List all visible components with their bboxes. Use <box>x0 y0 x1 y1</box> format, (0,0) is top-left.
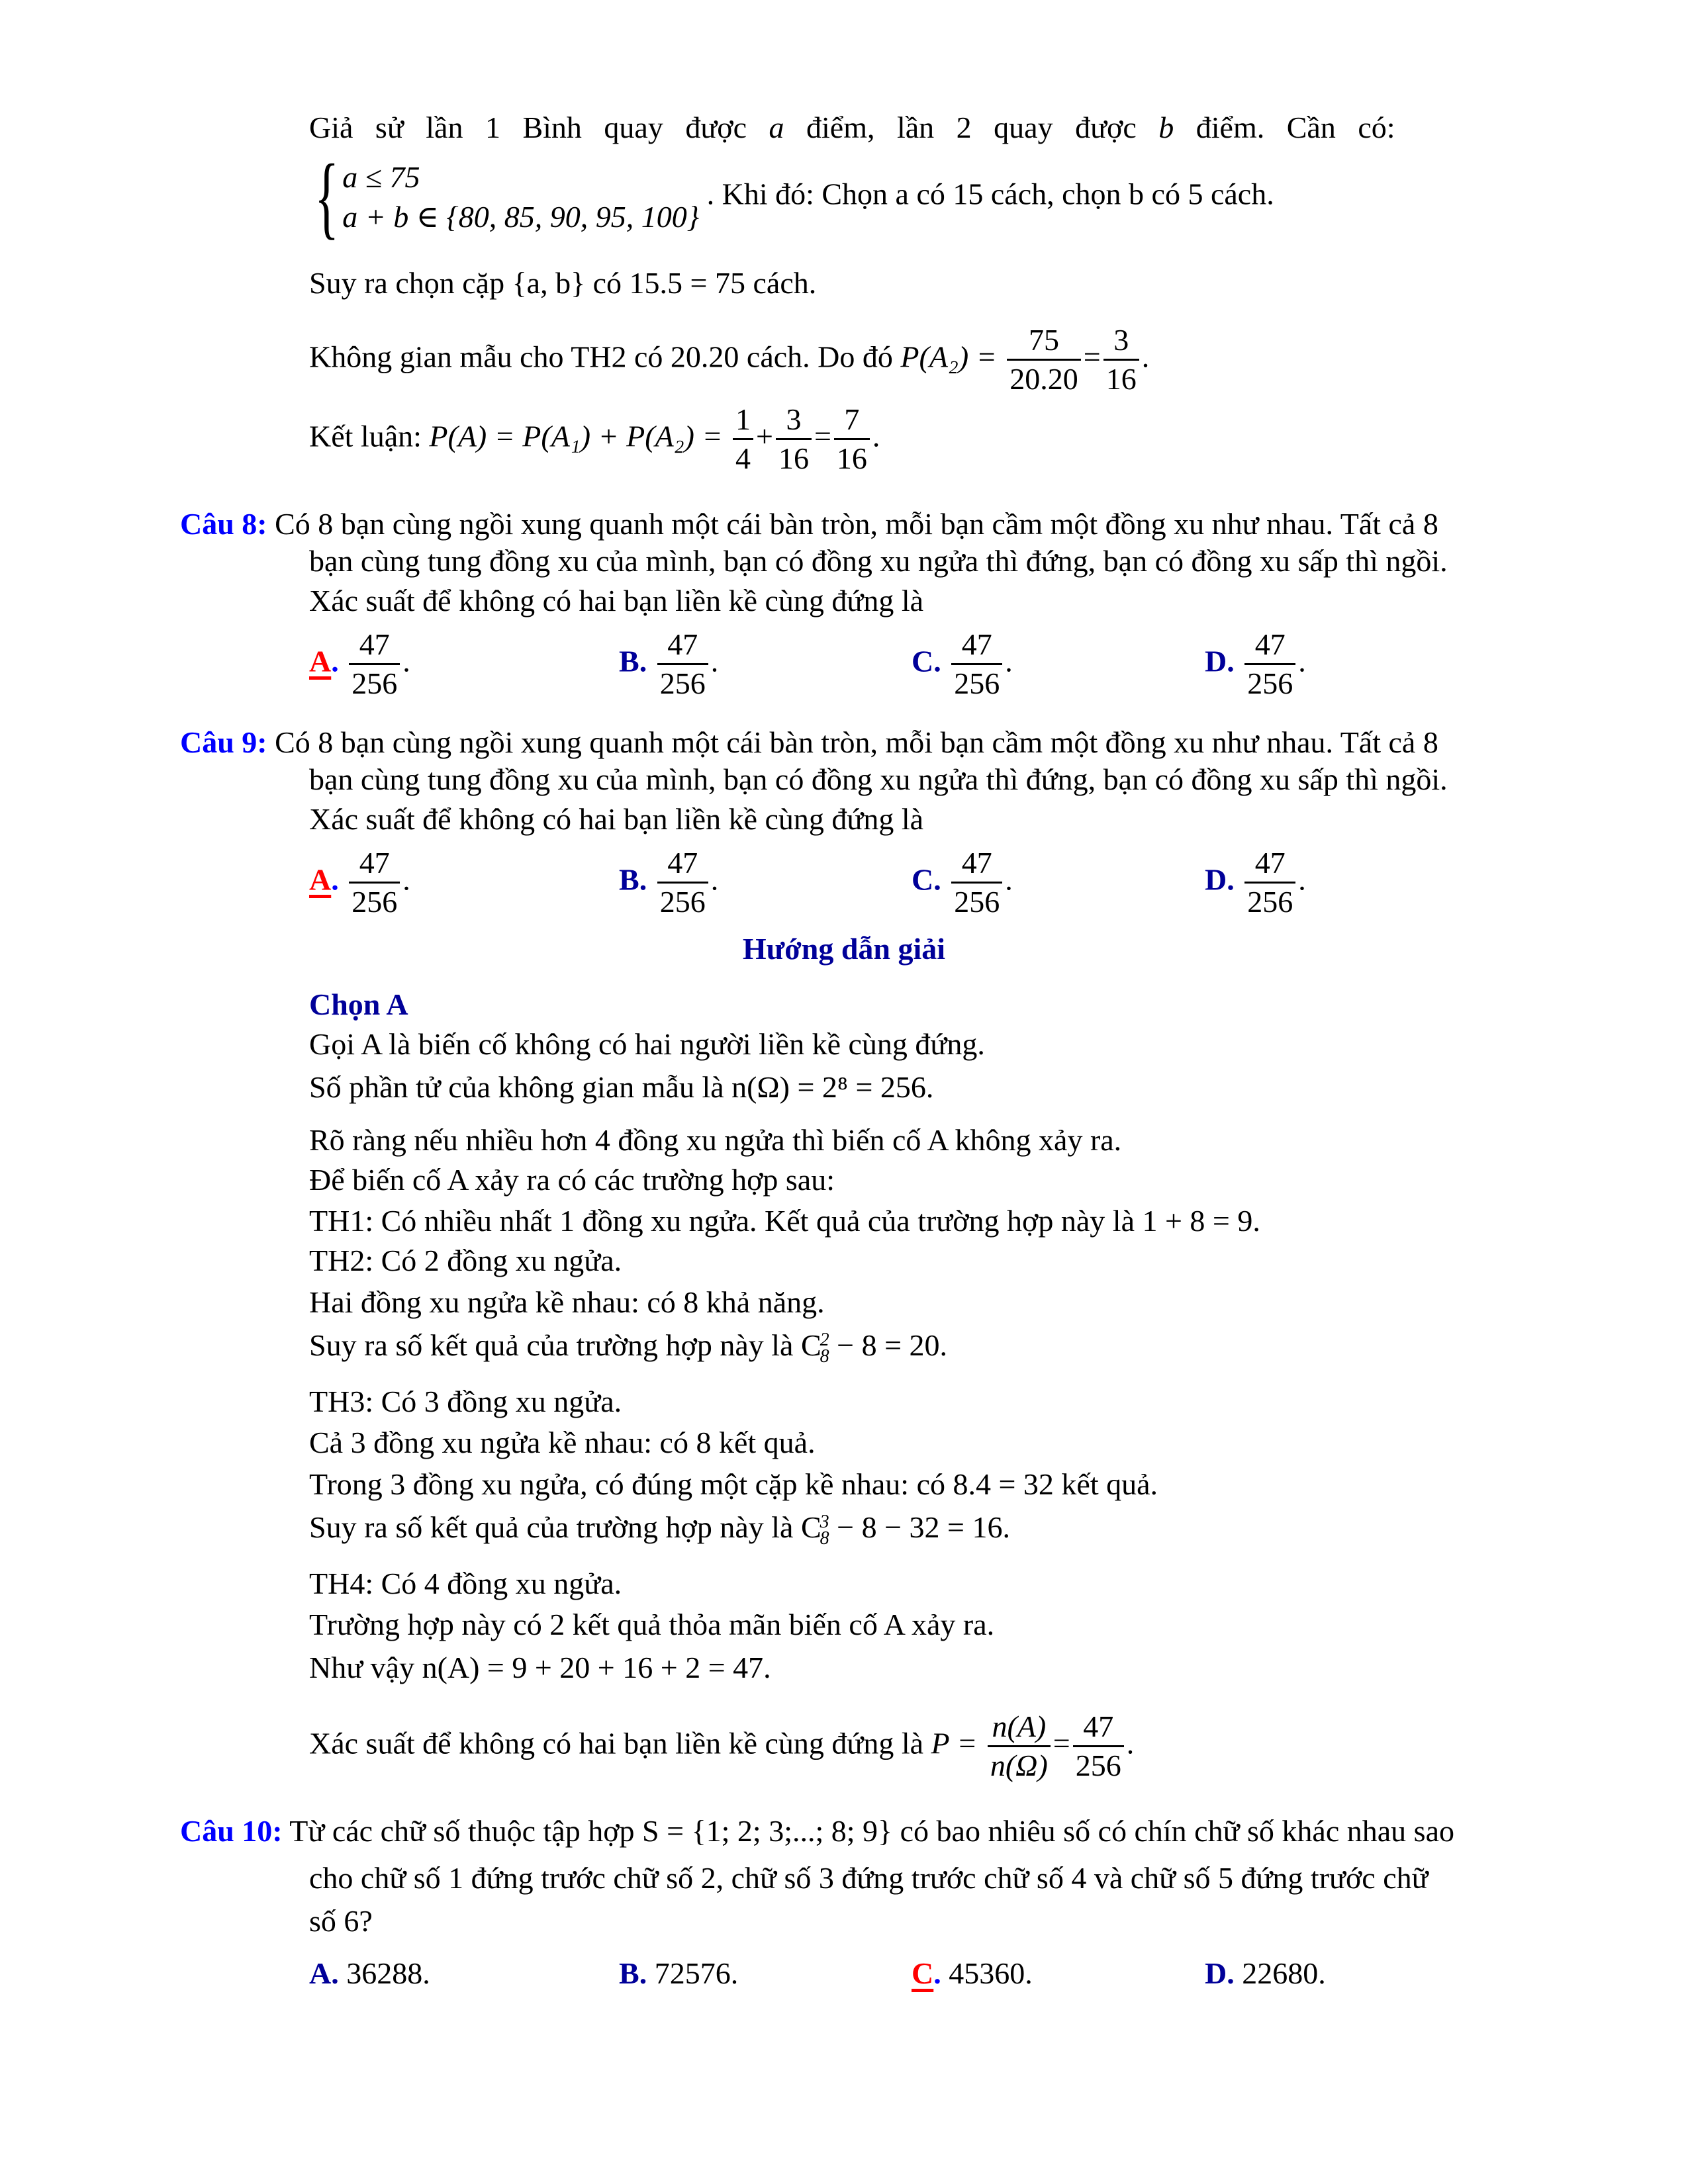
numerator: 47 <box>667 627 698 661</box>
var-b: b <box>1158 111 1174 144</box>
conclusion-line: Kết luận: P(A) = P(A₁) + P(A₂) = $\frac{1}{4}$ + $\frac{3}{16}$ = $\frac{7}{16}$ . <box>309 402 880 476</box>
denominator: 256 <box>349 882 400 918</box>
solution-line: TH3: Có 3 đồng xu ngửa. <box>309 1385 622 1418</box>
solution-line: Trong 3 đồng xu ngửa, có đúng một cặp kề nhau: có 8.4 = 32 kết quả. <box>309 1467 1158 1501</box>
denominator: n(Ω) <box>988 1745 1051 1782</box>
fraction <box>1007 324 1081 396</box>
choice-c[interactable]: C. 45360. <box>912 1956 1033 1990</box>
combination-sup: 2 <box>820 1330 829 1351</box>
fraction <box>657 847 708 919</box>
conclusion-lhs: P(A) = P(A₁) + P(A₂) = <box>429 419 723 453</box>
choice-letter: C <box>912 1956 934 1990</box>
numerator: 47 <box>961 627 992 661</box>
choice-letter: D <box>1205 1956 1227 1990</box>
numerator: 47 <box>1254 846 1286 880</box>
conclusion-label: Kết luận: <box>309 419 422 453</box>
chosen-answer-label: Chọn A <box>309 987 408 1021</box>
choice-letter: A <box>309 644 332 678</box>
choice-letter: A <box>309 1956 332 1990</box>
p-a2-lhs: P(A₂) = <box>900 340 997 374</box>
solution-line <box>309 1512 1010 1547</box>
choice-value: 36288 <box>346 1956 423 1990</box>
numerator: 47 <box>1083 1709 1114 1743</box>
question-text-line: số 6? <box>309 1904 373 1938</box>
question-8 <box>180 506 1438 541</box>
solution-text: − 8 = 20. <box>829 1328 948 1362</box>
solution-line: Gọi A là biến cố không có hai người liền kề cùng đứng. <box>309 1027 985 1061</box>
intro-end: điểm. Cần có: <box>1196 111 1395 144</box>
solution-line: Rõ ràng nếu nhiều hơn 4 đồng xu ngửa thì biến cố A không xảy ra. <box>309 1123 1122 1157</box>
choice-value: 22680 <box>1242 1956 1319 1990</box>
solution-line: Để biến cố A xảy ra có các trường hợp sau: <box>309 1163 835 1197</box>
left-brace: { <box>314 146 340 248</box>
solution-heading: Hướng dẫn giải <box>742 932 946 966</box>
choice-b[interactable]: B. $\frac{47}{256}$ . <box>619 846 719 919</box>
question-10 <box>180 1813 1454 1848</box>
solution-line: Trường hợp này có 2 kết quả thỏa mãn biến cố A xảy ra. <box>309 1608 995 1641</box>
question-9 <box>180 725 1438 760</box>
choice-letter: D <box>1205 862 1227 897</box>
denominator: 256 <box>951 882 1002 918</box>
sample-space-text: Không gian mẫu cho TH2 có 20.20 cách. Do đó <box>309 340 893 374</box>
denominator: 256 <box>1073 1745 1124 1782</box>
solution-text: Suy ra số kết quả của trường hợp này là C <box>309 1510 821 1544</box>
choice-a[interactable]: A. 36288. <box>309 1956 430 1990</box>
fraction <box>776 404 812 475</box>
question-text-line: bạn cùng tung đồng xu của mình, bạn có đồng xu ngửa thì đứng, bạn có đồng xu sấp thì ngồi. <box>309 544 1448 578</box>
numerator: 1 <box>735 402 751 436</box>
numerator: 3 <box>1113 323 1129 357</box>
numerator: 47 <box>961 846 992 880</box>
numerator: n(A) <box>992 1709 1047 1743</box>
fraction <box>1244 847 1295 919</box>
denominator: 20.20 <box>1007 359 1081 395</box>
solution-line: Cả 3 đồng xu ngửa kề nhau: có 8 kết quả. <box>309 1426 816 1459</box>
question-text-line: Xác suất để không có hai bạn liền kề cùng đứng là <box>309 802 924 836</box>
choice-letter: A <box>309 862 332 897</box>
denominator: 256 <box>1244 663 1295 700</box>
fraction <box>951 847 1002 919</box>
fraction <box>1244 629 1295 700</box>
solution-line: Hai đồng xu ngửa kề nhau: có 8 khả năng. <box>309 1285 825 1319</box>
solution-line: TH1: Có nhiều nhất 1 đồng xu ngửa. Kết quả của trường hợp này là 1 + 8 = 9. <box>309 1204 1260 1238</box>
denominator: 256 <box>657 882 708 918</box>
choice-d[interactable]: D. $\frac{47}{256}$ . <box>1205 627 1306 701</box>
final-lhs: P = <box>931 1726 978 1760</box>
choice-d[interactable]: D. $\frac{47}{256}$ . <box>1205 846 1306 919</box>
question-text-line: Xác suất để không có hai bạn liền kề cùng đứng là <box>309 584 924 617</box>
question-text-line: bạn cùng tung đồng xu của mình, bạn có đồng xu ngửa thì đứng, bạn có đồng xu sấp thì ngồi. <box>309 762 1448 796</box>
denominator: 4 <box>733 438 753 475</box>
denominator: 256 <box>349 663 400 700</box>
fraction <box>733 404 753 475</box>
question-label: Câu 10: <box>180 1814 283 1848</box>
choice-d[interactable]: D. 22680. <box>1205 1956 1326 1990</box>
solution-text: Suy ra số kết quả của trường hợp này là C <box>309 1328 821 1362</box>
sample-space-line: Không gian mẫu cho TH2 có 20.20 cách. Do đó P(A₂) = $\frac{75}{20.20}$ = $\frac{3}{16}$ . <box>309 323 1150 396</box>
question-text-line: cho chữ số 1 đứng trước chữ số 2, chữ số 3 đứng trước chữ số 4 và chữ số 5 đứng trước chữ <box>309 1861 1429 1895</box>
choice-letter: C <box>912 862 934 897</box>
intro-mid: điểm, lần 2 quay được <box>806 111 1137 144</box>
system-line-1: a ≤ 75 <box>342 160 420 195</box>
fraction <box>951 629 1002 700</box>
numerator: 75 <box>1029 323 1060 357</box>
numerator: 7 <box>844 402 860 436</box>
question-text-line: Có 8 bạn cùng ngồi xung quanh một cái bàn tròn, mỗi bạn cầm một đồng xu như nhau. Tất cả 8 <box>275 725 1438 759</box>
denominator: 16 <box>834 438 870 475</box>
condition-system <box>305 146 1274 248</box>
solution-line: TH4: Có 4 đồng xu ngửa. <box>309 1567 622 1600</box>
final-probability-line: Xác suất để không có hai bạn liền kề cùng đứng là P = $\frac{n(A)}{n(\Omega)}$ = $\frac{47}{256}$ . <box>309 1709 1135 1783</box>
choice-b[interactable]: B. $\frac{47}{256}$ . <box>619 627 719 701</box>
choice-letter: B <box>619 1956 639 1990</box>
numerator: 47 <box>359 846 390 880</box>
choice-letter: B <box>619 644 639 678</box>
after-system-text: . Khi đó: Chọn a có 15 cách, chọn b có 5 cách. <box>706 177 1274 211</box>
numerator: 3 <box>786 402 802 436</box>
denominator: 256 <box>951 663 1002 700</box>
solution-line <box>309 1330 947 1365</box>
choice-value: 72576 <box>654 1956 731 1990</box>
choice-letter: C <box>912 644 934 678</box>
question-label: Câu 9: <box>180 725 267 759</box>
system-line-2: a + b ∈ {80, 85, 90, 95, 100} <box>342 200 700 234</box>
choice-letter: B <box>619 862 639 897</box>
question-text-line: Có 8 bạn cùng ngồi xung quanh một cái bàn tròn, mỗi bạn cầm một đồng xu như nhau. Tất cả 8 <box>275 507 1438 541</box>
fraction <box>349 847 400 919</box>
solution-text: − 8 − 32 = 16. <box>829 1510 1010 1544</box>
pair-line: Suy ra chọn cặp {a, b} có 15.5 = 75 cách. <box>309 266 817 300</box>
solution-line: Như vậy n(A) = 9 + 20 + 16 + 2 = 47. <box>309 1651 771 1684</box>
intro-text: Giả sử lần 1 Bình quay được <box>309 111 747 144</box>
denominator: 16 <box>1103 359 1139 395</box>
fraction <box>834 404 870 475</box>
fraction <box>657 629 708 700</box>
fraction <box>988 1711 1051 1782</box>
fraction <box>349 629 400 700</box>
combination-sup: 3 <box>820 1512 829 1533</box>
choice-c[interactable]: C. $\frac{47}{256}$ . <box>912 846 1013 919</box>
combination-sub: 8 <box>820 1346 829 1367</box>
choice-a[interactable]: A. $\frac{47}{256}$ . <box>309 627 410 701</box>
combination-sub: 8 <box>820 1528 829 1549</box>
numerator: 47 <box>667 846 698 880</box>
denominator: 256 <box>657 663 708 700</box>
solution-text: Xác suất để không có hai bạn liền kề cùng đứng là <box>309 1726 924 1760</box>
solution-line: Số phần tử của không gian mẫu là n(Ω) = 2⁸ = 256. <box>309 1070 934 1104</box>
solution-line: TH2: Có 2 đồng xu ngửa. <box>309 1244 622 1277</box>
numerator: 47 <box>359 627 390 661</box>
var-a: a <box>769 111 784 144</box>
denominator: 256 <box>1244 882 1295 918</box>
fraction <box>1073 1711 1124 1782</box>
choice-b[interactable]: B. 72576. <box>619 1956 739 1990</box>
numerator: 47 <box>1254 627 1286 661</box>
denominator: 16 <box>776 438 812 475</box>
choice-c[interactable]: C. $\frac{47}{256}$ . <box>912 627 1013 701</box>
choice-letter: D <box>1205 644 1227 678</box>
question-text-line: Từ các chữ số thuộc tập hợp S = {1; 2; 3;...; 8; 9} có bao nhiêu số có chín chữ số khác nhau sao <box>289 1814 1454 1848</box>
intro-line <box>309 113 1395 143</box>
choice-a[interactable]: A. $\frac{47}{256}$ . <box>309 846 410 919</box>
question-label: Câu 8: <box>180 507 267 541</box>
choice-value: 45360 <box>949 1956 1025 1990</box>
fraction <box>1103 324 1139 396</box>
